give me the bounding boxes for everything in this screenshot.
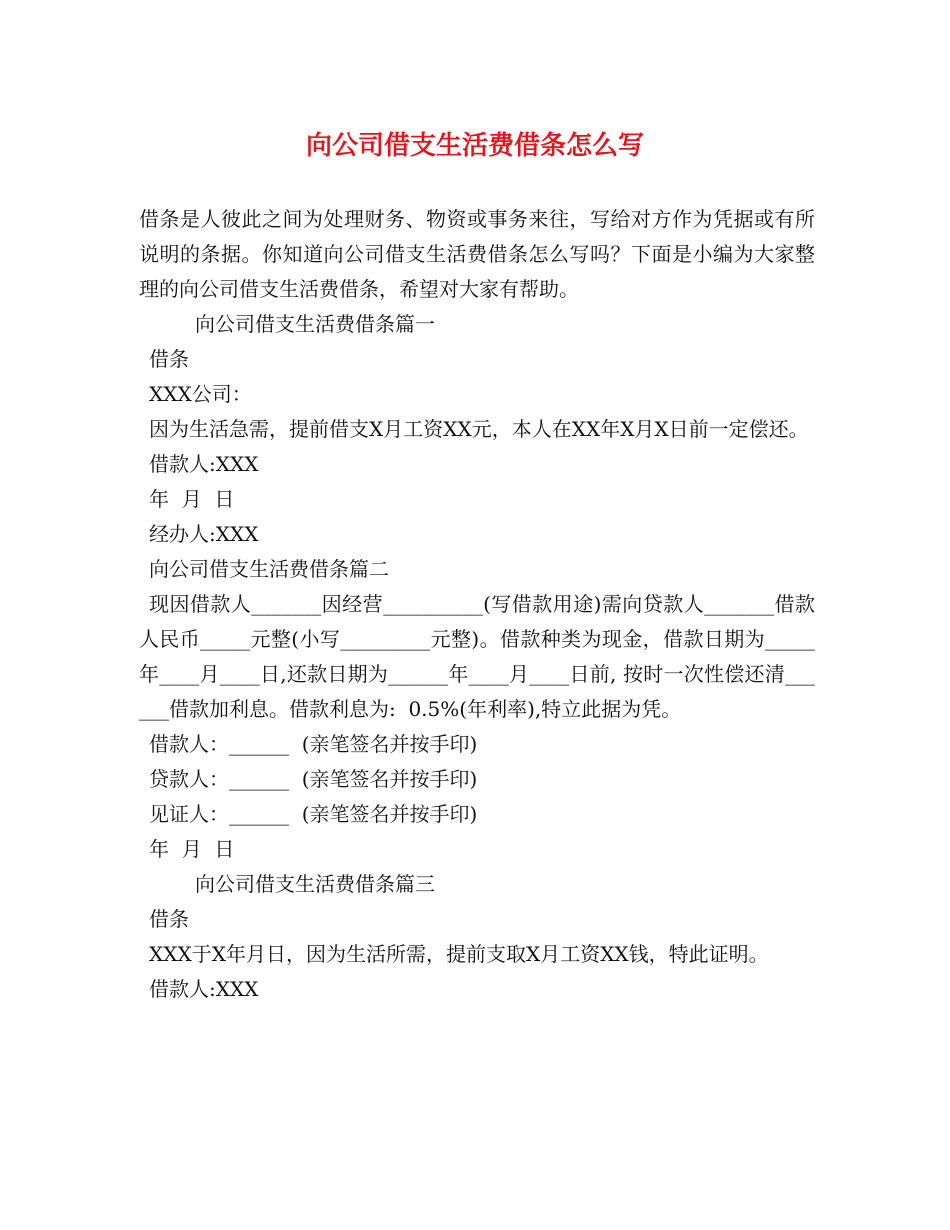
section2-witness: 见证人：______ (亲笔签名并按手印) [149, 802, 478, 826]
section1-body: 因为生活急需，提前借支X月工资XX元，本人在XX年X月X日前一定偿还。 [149, 417, 809, 441]
section1-label: 借条 [149, 347, 189, 371]
section3-body: XXX于X年月日，因为生活所需，提前支取X月工资XX钱，特此证明。 [149, 942, 769, 966]
section2-borrower: 借款人：______ (亲笔签名并按手印) [149, 732, 478, 756]
section1-handler: 经办人:XXX [149, 522, 259, 546]
section2-date: 年 月 日 [149, 837, 235, 861]
section2-body: 现因借款人_______因经营__________(写借款用途)需向贷款人_______借款人民币_____元整(小写_________元整)。借款种类为现金，借款日期为_____年____月____日,还款日期为______年____月____日前, 按时一次性偿还清______借款加利息。借款利息为: 0.5%(年利率),特立此据为凭。 [139, 592, 815, 721]
section3-heading: 向公司借支生活费借条篇三 [195, 872, 435, 896]
section1-heading: 向公司借支生活费借条篇一 [195, 312, 435, 336]
section2-lender: 贷款人：______ (亲笔签名并按手印) [149, 767, 478, 791]
intro-paragraph: 借条是人彼此之间为处理财务、物资或事务来往，写给对方作为凭据或有所说明的条据。你知道向公司借支生活费借条怎么写吗？下面是小编为大家整理的向公司借支生活费借条，希望对大家有帮助。 [139, 207, 815, 301]
document-body [139, 202, 815, 1007]
section3-label: 借条 [149, 907, 189, 931]
section1-date: 年 月 日 [149, 487, 235, 511]
section2-heading: 向公司借支生活费借条篇二 [149, 557, 389, 581]
section1-borrower: 借款人:XXX [149, 452, 259, 476]
document-title: 向公司借支生活费借条怎么写 [305, 131, 644, 161]
section1-addressee: XXX公司： [149, 382, 252, 406]
section3-borrower: 借款人:XXX [149, 977, 259, 1001]
